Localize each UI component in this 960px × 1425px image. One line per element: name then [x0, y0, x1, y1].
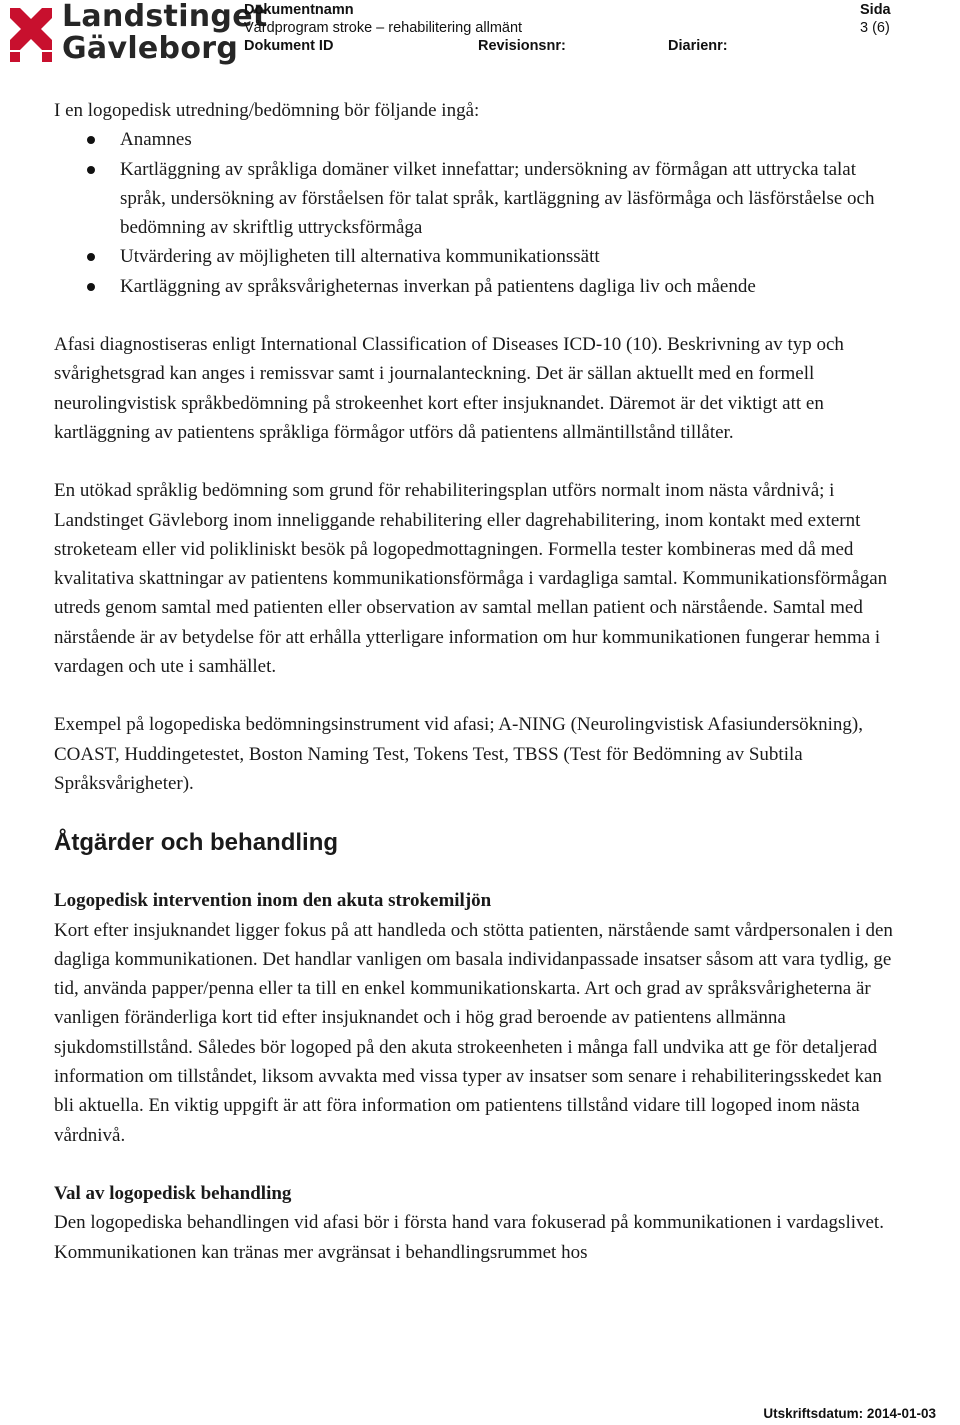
subsection-heading-akut: Logopedisk intervention inom den akuta strokemiljön [54, 890, 492, 912]
print-date: Utskriftsdatum: 2014-01-03 [763, 1406, 936, 1421]
paragraph-afasi-diagnos: Afasi diagnostiseras enligt International Classification of Diseases ICD-10 (10). Beskrivning av typ och svårighetsgrad kan anges i remissvar samt i journalanteckning. Det är sällan aktuellt med en formell neurolingvistisk språkbedömning på strokeenhet kort efter insjuknandet. Däremot är det viktigt att en kartläggning av patientens språkliga förmågor utförs då patientens allmäntillstånd tillåter. [54, 334, 844, 443]
page-header [0, 0, 960, 70]
subsection-heading-val: Val av logopedisk behandling [54, 1182, 292, 1204]
landstinget-gavleborg-logo [8, 0, 268, 66]
logo-text-line2: Gävleborg [62, 31, 239, 66]
diarienr-label: Diarienr: [668, 38, 728, 54]
dokumentnamn-label: Dokumentnamn [244, 2, 354, 18]
list-item: Anamnes [54, 125, 904, 154]
assessment-list [54, 125, 904, 301]
paragraph-val-behandling: Den logopediska behandlingen vid afasi bör i första hand vara fokuserad på kommunikationen i vardagslivet. Kommunikationen kan tränas mer avgränsat i behandlingsrummet hos [54, 1212, 884, 1263]
paragraph-akut-intervention: Kort efter insjuknandet ligger fokus på att handleda och stötta patienten, närstående samt vårdpersonalen i den dagliga kommunikationen. Det handlar vanligen om basala individanpassade insatser såsom att vara tydlig, ge tid, använda papper/penna eller ta till en enkel kommunikationskarta. Art och grad av språksvårigheterna är vanligen föränderliga kort tid efter insjuknandet och i hög grad beroende av patientens allmänna sjukdomstillstånd. Således bör logoped på den akuta strokeenheten i många fall undvika att ge för detaljerad information om tillståndet, liksom avvakta med vissa typer av insatser som senare i rehabiliteringsskedet kan bli aktuella. En viktig uppgift är att föra information om patientens tillstånd vidare till logoped inom nästa vårdnivå. [54, 919, 893, 1146]
logo-text-line1: Landstinget [62, 0, 268, 34]
section-heading: Åtgärder och behandling [54, 829, 339, 857]
list-item: Kartläggning av språkliga domäner vilket innefattar; undersökning av förmågan att uttrycka talat språk, undersökning av förståelsen för talat språk, kartläggning av läsförmåga och läsförståelse och bedömning av skriftlig uttrycksförmåga [54, 155, 904, 243]
list-item: Utvärdering av möjligheten till alternativa kommunikationssätt [54, 242, 904, 271]
sida-label: Sida [860, 2, 891, 18]
paragraph-utokad-bedomning: En utökad språklig bedömning som grund för rehabiliteringsplan utförs normalt inom nästa vårdnivå; i Landstinget Gävleborg inom inneliggande rehabilitering eller dagrehabilitering, inom kontakt med externt stroketeam eller vid polikliniskt besök på logopedmottagningen. Formella tester kombineras med då med kvalitativa skattningar av patientens kommunikationsförmåga i vardagliga samtal. Kommunikationsförmågan utreds genom samtal med patienten eller observation av samtal mellan patient och närstående. Samtal med närstående är av betydelse för att erhålla ytterligare information om hur kommunikationen fungerar hemma i vardagen och ute i samhället. [54, 480, 888, 678]
dokumentnamn-value: Vårdprogram stroke – rehabilitering allmänt [244, 20, 523, 36]
document-body [54, 96, 904, 1267]
paragraph-bedomningsinstrument: Exempel på logopediska bedömningsinstrument vid afasi; A-NING (Neurolingvistisk Afasiundersökning), COAST, Huddingetestet, Boston Naming Test, Tokens Test, TBSS (Test för Bedömning av Subtila Språksvårigheter). [54, 714, 863, 794]
revisionsnr-label: Revisionsnr: [478, 38, 566, 54]
sida-value: 3 (6) [860, 20, 890, 36]
intro-paragraph: I en logopedisk utredning/bedömning bör följande ingå: [54, 100, 480, 121]
list-item: Kartläggning av språksvårigheternas inverkan på patientens dagliga liv och mående [54, 272, 904, 301]
dokument-id-label: Dokument ID [244, 38, 334, 54]
logo-mark-icon [8, 6, 54, 64]
